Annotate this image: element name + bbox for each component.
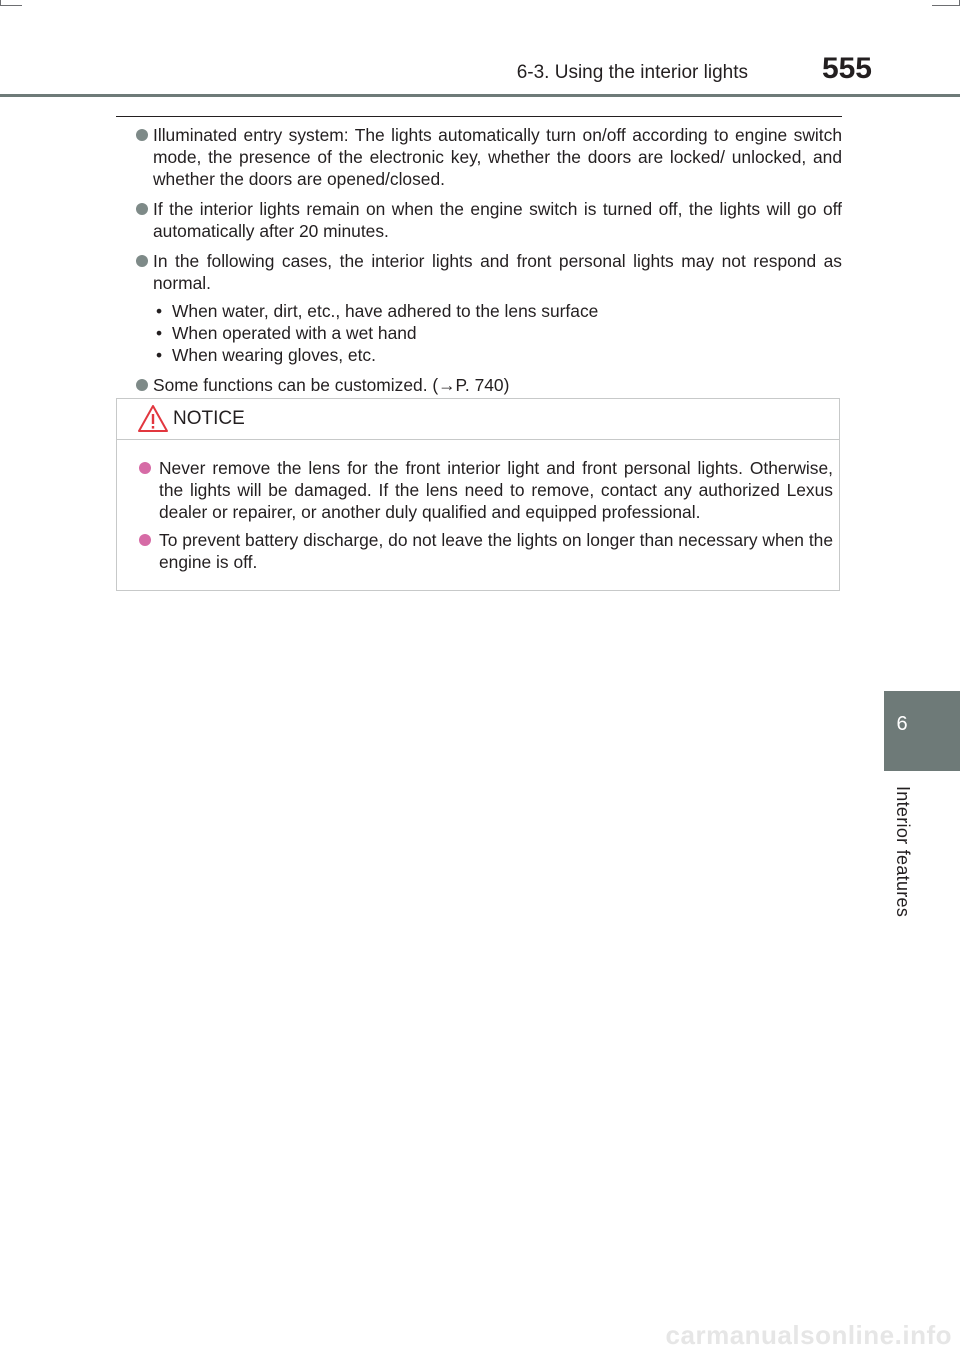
sub-bullet-dot-icon: •	[156, 323, 163, 343]
bullet-text: Illuminated entry system: The lights automatically turn on/off according to engine switch mode, the presence of the electronic key, whether the doors are locked/ unlocked, and whether the doors are opened/closed.	[153, 125, 842, 189]
notice-title: NOTICE	[173, 408, 245, 429]
sub-bullet	[153, 300, 842, 322]
notice-box	[116, 398, 840, 591]
notice-bullet-dot-icon	[139, 462, 151, 474]
content-rule	[116, 116, 842, 117]
notice-body	[139, 457, 833, 579]
chapter-tab	[884, 691, 960, 771]
warning-triangle-icon	[137, 404, 169, 433]
bullet-text: Some functions can be customized. (→P. 740)	[153, 375, 510, 395]
bullet-dot-icon	[136, 255, 148, 267]
chapter-label: Interior features	[893, 786, 913, 918]
bullet-dot-icon	[136, 379, 148, 391]
notice-text: To prevent battery discharge, do not leave the lights on longer than necessary when the engine is off.	[159, 530, 833, 572]
crop-mark	[932, 5, 960, 6]
info-bullet	[136, 198, 842, 242]
bullet-text: If the interior lights remain on when the engine switch is turned off, the lights will go off automatically after 20 minutes.	[153, 199, 842, 241]
sub-bullet-dot-icon: •	[156, 301, 163, 321]
notice-header	[117, 399, 839, 440]
notice-bullet	[139, 529, 833, 573]
section-title: 6-3. Using the interior lights	[516, 62, 748, 83]
sub-bullet-text: When wearing gloves, etc.	[172, 345, 376, 365]
bullet-dot-icon	[136, 203, 148, 215]
watermark: carmanualsonline.info	[665, 1320, 952, 1350]
info-bullet	[136, 124, 842, 190]
header-rule	[0, 94, 960, 97]
info-bullet-list	[136, 124, 842, 404]
crop-mark	[0, 5, 22, 6]
info-bullet	[136, 250, 842, 366]
cases-sublist	[153, 300, 842, 366]
sub-bullet	[153, 322, 842, 344]
notice-text: Never remove the lens for the front interior light and front personal lights. Otherwise, the lights will be damaged. If the lens need to remove, contact any authorized Lexus dealer or repairer, or another duly qualified and equipped professional.	[159, 458, 833, 522]
sub-bullet-dot-icon: •	[156, 345, 163, 365]
chapter-number: 6	[896, 713, 908, 735]
sub-bullet-text: When water, dirt, etc., have adhered to the lens surface	[172, 301, 599, 321]
sub-bullet-text: When operated with a wet hand	[172, 323, 417, 343]
sub-bullet	[153, 344, 842, 366]
page-number: 555	[821, 52, 872, 85]
notice-bullet-dot-icon	[139, 534, 151, 546]
bullet-dot-icon	[136, 129, 148, 141]
bullet-text: In the following cases, the interior lights and front personal lights may not respond as normal.	[153, 251, 842, 293]
notice-bullet	[139, 457, 833, 523]
info-bullet	[136, 374, 842, 396]
